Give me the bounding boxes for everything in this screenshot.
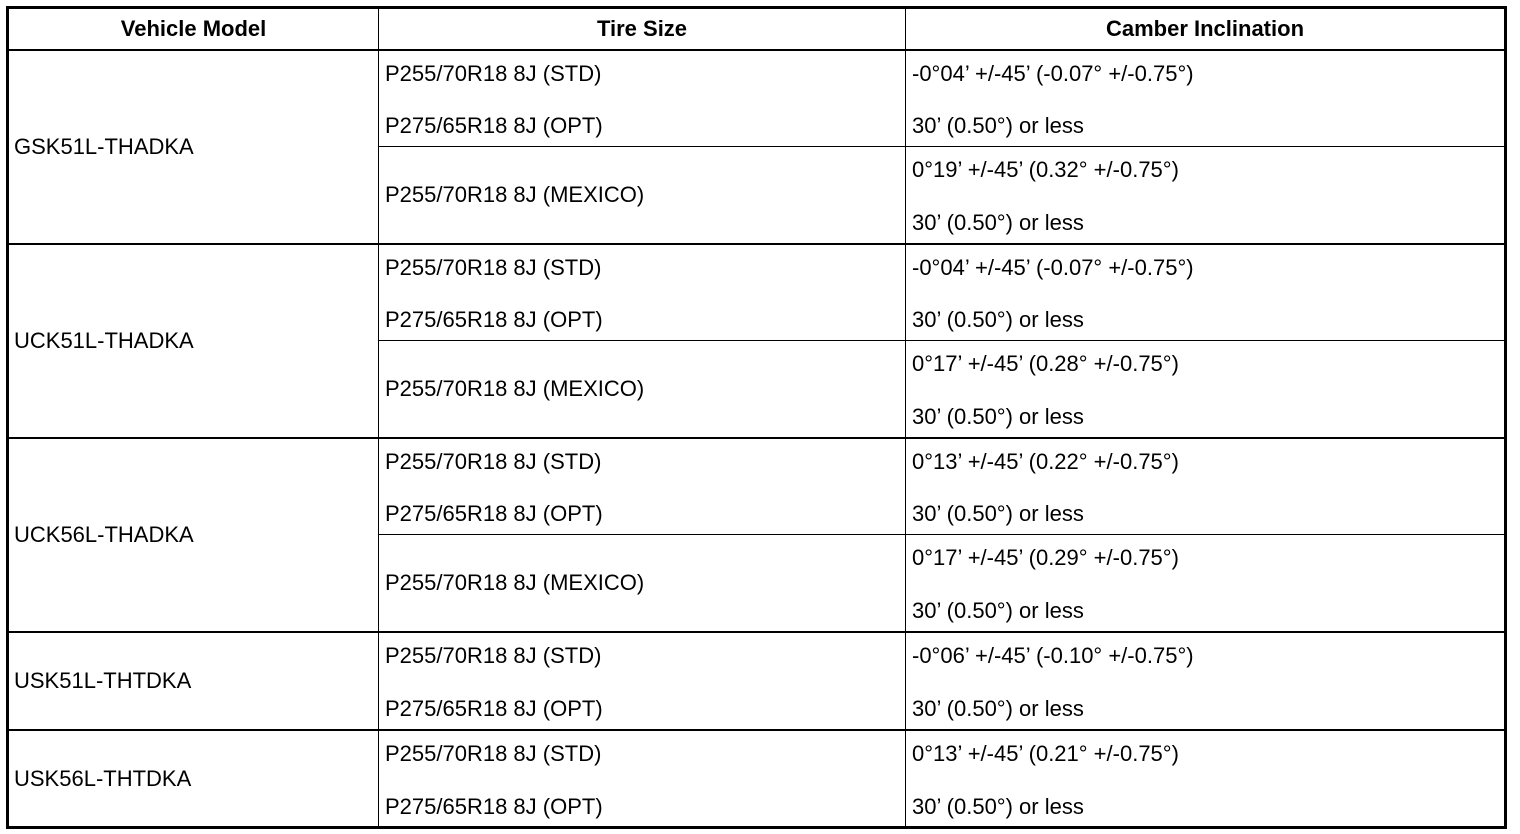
camber-cell: [906, 439, 1504, 534]
table-row: [379, 633, 1504, 729]
camber-cell: [906, 633, 1504, 729]
table-row: [379, 51, 1504, 147]
tire-size-text: P255/70R18 8J (STD): [385, 643, 602, 668]
camber-text: 30’ (0.50°) or less: [912, 794, 1084, 819]
tire-size-text: P255/70R18 8J (STD): [385, 449, 602, 474]
tire-size-cell: [379, 439, 906, 534]
tire-size-cell: [379, 245, 906, 340]
header-vehicle-model: Vehicle Model: [9, 9, 379, 49]
table-row: [379, 147, 1504, 243]
tire-size-cell: [379, 535, 906, 631]
table-row-group: [9, 51, 1504, 245]
camber-text: 30’ (0.50°) or less: [912, 113, 1084, 138]
table-body: [9, 51, 1504, 827]
tire-size-text: P275/65R18 8J (OPT): [385, 696, 603, 721]
table-row-group: [9, 245, 1504, 439]
tire-size-cell: [379, 633, 906, 729]
camber-cell: [906, 535, 1504, 631]
tire-size-text: P255/70R18 8J (MEXICO): [385, 182, 645, 207]
camber-text: 0°13’ +/-45’ (0.21° +/-0.75°): [912, 741, 1179, 766]
tire-rows: [379, 245, 1504, 437]
table-row: [379, 341, 1504, 437]
camber-text: 30’ (0.50°) or less: [912, 404, 1084, 429]
table-row: [379, 731, 1504, 827]
camber-text: -0°06’ +/-45’ (-0.10° +/-0.75°): [912, 643, 1194, 668]
camber-cell: [906, 147, 1504, 243]
camber-spec-table: [6, 6, 1507, 829]
header-camber-inclination: Camber Inclination: [1105, 16, 1305, 41]
vehicle-model-cell: USK51L-THTDKA: [9, 633, 379, 729]
vehicle-model-cell: UCK51L-THADKA: [9, 245, 379, 437]
table-row: [379, 245, 1504, 341]
table-row-group: [9, 633, 1504, 731]
camber-text: -0°04’ +/-45’ (-0.07° +/-0.75°): [912, 255, 1194, 280]
camber-text: 30’ (0.50°) or less: [912, 210, 1084, 235]
tire-rows: [379, 633, 1504, 729]
tire-size-cell: [379, 731, 906, 827]
camber-text: 0°13’ +/-45’ (0.22° +/-0.75°): [912, 449, 1179, 474]
tire-rows: [379, 731, 1504, 827]
table-row: [379, 535, 1504, 631]
tire-size-text: P275/65R18 8J (OPT): [385, 794, 603, 819]
camber-cell: [906, 341, 1504, 437]
tire-rows: [379, 51, 1504, 243]
table-row: [379, 439, 1504, 535]
camber-cell: [906, 51, 1504, 146]
camber-cell: [906, 731, 1504, 827]
camber-text: 30’ (0.50°) or less: [912, 501, 1084, 526]
camber-text: -0°04’ +/-45’ (-0.07° +/-0.75°): [912, 61, 1194, 86]
vehicle-model-cell: GSK51L-THADKA: [9, 51, 379, 243]
tire-size-text: P275/65R18 8J (OPT): [385, 501, 603, 526]
vehicle-model-cell: UCK56L-THADKA: [9, 439, 379, 631]
tire-size-cell: [379, 341, 906, 437]
tire-size-cell: [379, 51, 906, 146]
vehicle-model-cell: USK56L-THTDKA: [9, 731, 379, 827]
table-row-group: [9, 731, 1504, 827]
tire-size-text: P255/70R18 8J (STD): [385, 61, 602, 86]
table-row-group: [9, 439, 1504, 633]
tire-size-text: P255/70R18 8J (MEXICO): [385, 376, 645, 401]
tire-size-text: P255/70R18 8J (STD): [385, 255, 602, 280]
camber-text: 0°19’ +/-45’ (0.32° +/-0.75°): [912, 157, 1179, 182]
tire-size-text: P255/70R18 8J (STD): [385, 741, 602, 766]
camber-text: 0°17’ +/-45’ (0.28° +/-0.75°): [912, 351, 1179, 376]
header-row: [9, 9, 1504, 51]
tire-rows: [379, 439, 1504, 631]
camber-text: 30’ (0.50°) or less: [912, 598, 1084, 623]
header-tire-size: Tire Size: [379, 9, 906, 49]
camber-text: 30’ (0.50°) or less: [912, 307, 1084, 332]
tire-size-text: P275/65R18 8J (OPT): [385, 307, 603, 332]
camber-text: 0°17’ +/-45’ (0.29° +/-0.75°): [912, 545, 1179, 570]
tire-size-text: P275/65R18 8J (OPT): [385, 113, 603, 138]
camber-text: 30’ (0.50°) or less: [912, 696, 1084, 721]
tire-size-cell: [379, 147, 906, 243]
tire-size-text: P255/70R18 8J (MEXICO): [385, 570, 645, 595]
camber-cell: [906, 245, 1504, 340]
